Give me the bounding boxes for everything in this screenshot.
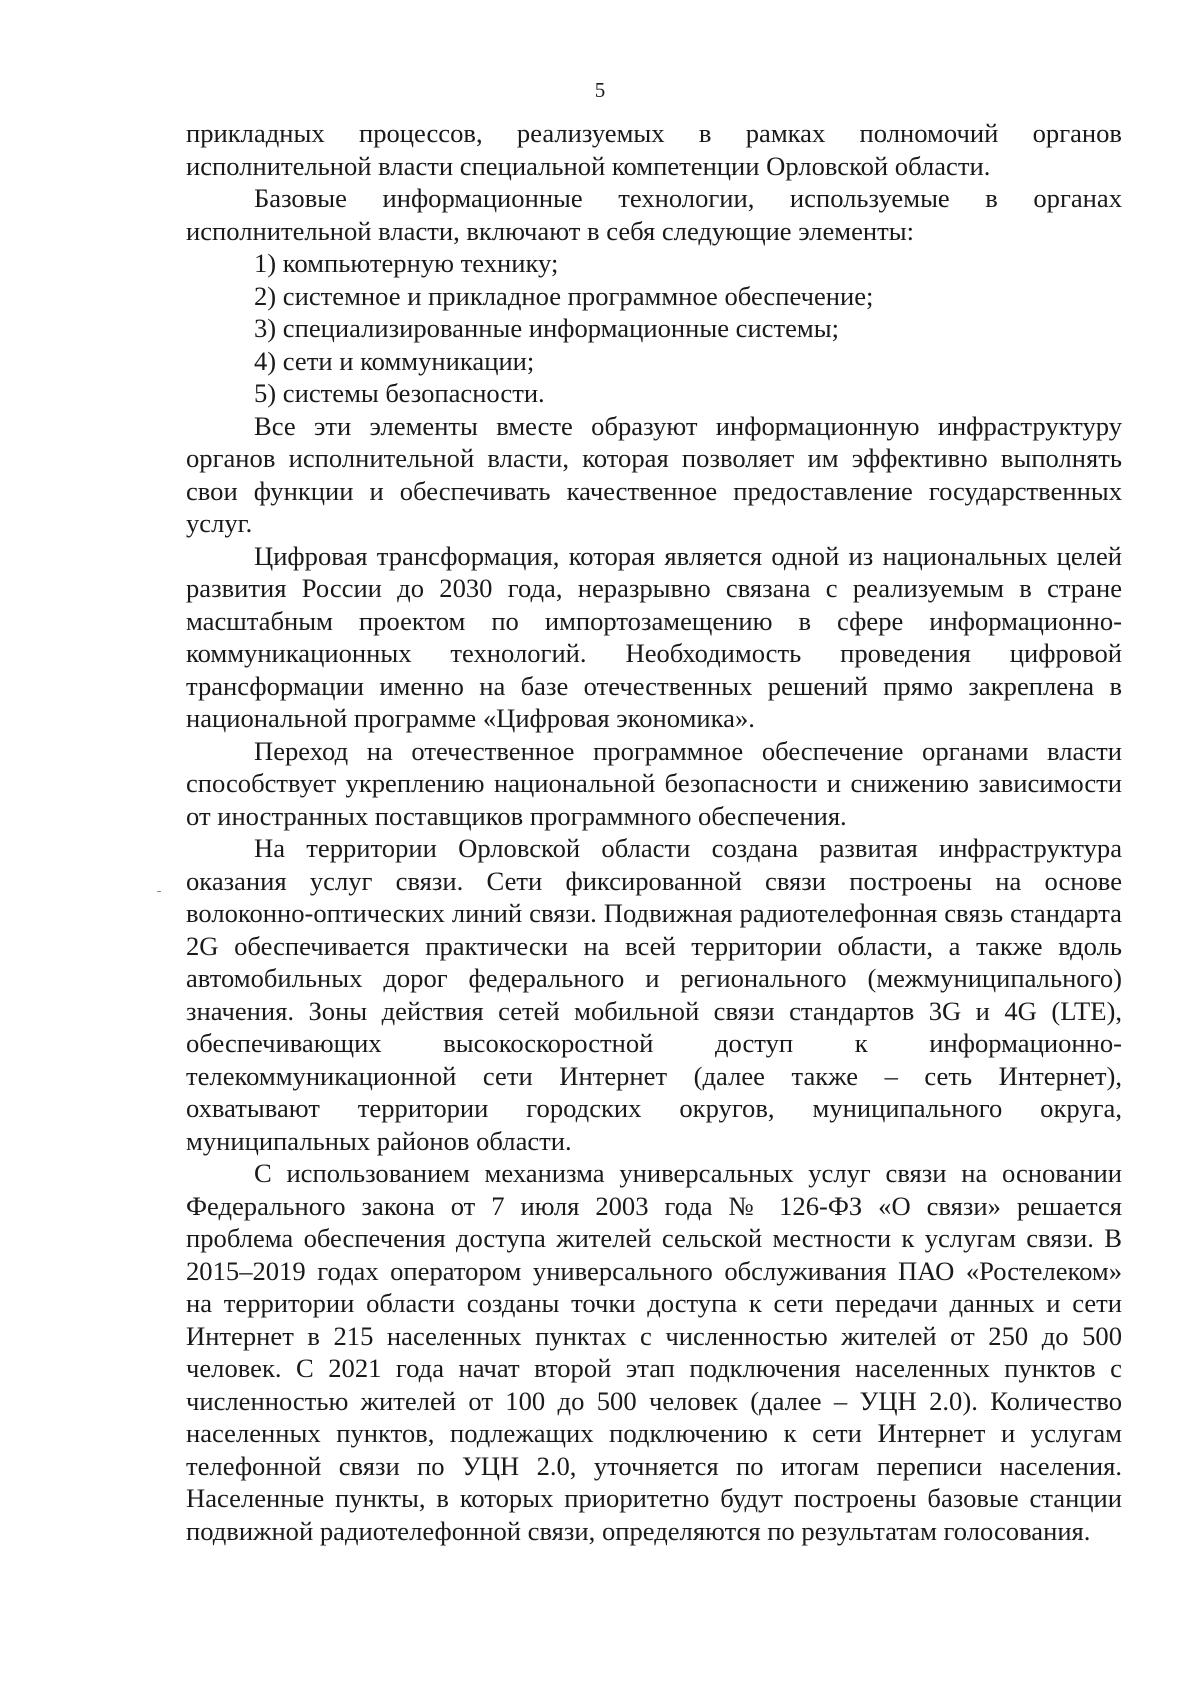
margin-mark [157, 891, 161, 892]
paragraph-infrastructure: Все эти элементы вместе образуют информационную инфраструктуру органов исполнительной власти, которая позволяет им эффективно выполнять свои функции и обеспечивать качественное предоставление государственных услуг. [186, 410, 1122, 538]
paragraph-continuation: прикладных процессов, реализуемых в рамках полномочий органов исполнительной власти специальной компетенции Орловской области. [186, 118, 1122, 181]
list-item: 3) специализированные информационные системы; [254, 313, 839, 343]
paragraph-base-technologies: Базовые информационные технологии, используемые в органах исполнительной власти, включают в себя следующие элементы: [186, 183, 1122, 246]
paragraph-universal-services: С использованием механизма универсальных услуг связи на основании Федерального закона от 7 июля 2003 года № 126-ФЗ «О связи» решается проблема обеспечения доступа жителей сельской местности к услугам связи. В 2015–2019 годах оператором универсального обслуживания ПАО «Ростелеком» на территории области созданы точки доступа к сети передачи данных и сети Интернет в 215 населенных пунктах с численностью жителей от 250 до 500 человек. С 2021 года начат второй этап подключения населенных пунктов с численностью жителей от 100 до 500 человек (далее – УЦН 2.0). Количество населенных пунктов, подлежащих подключению к сети Интернет и услугам телефонной связи по УЦН 2.0, уточняется по итогам переписи населения. Населенные пункты, в которых приоритетно будут построены базовые станции подвижной радиотелефонной связи, определяются по результатам голосования. [186, 1158, 1122, 1546]
list-item: 1) компьютерную технику; [254, 248, 559, 278]
list-item: 2) системное и прикладное программное обеспечение; [254, 280, 874, 311]
list-item: 5) системы безопасности. [254, 378, 545, 408]
list-item: 4) сети и коммуникации; [254, 345, 535, 376]
paragraph-digital-transformation: Цифровая трансформация, которая является одной из национальных целей развития России до 2030 года, неразрывно связана с реализуемым в стране масштабным проектом по импортозамещению в сфере информационно-коммуникационных технологий. Необходимость проведения цифровой трансформации именно на базе отечественных решений прямо закреплена в национальной программе «Цифровая экономика». [186, 540, 1122, 733]
paragraph-domestic-software: Переход на отечественное программное обеспечение органами власти способствует укреплению национальной безопасности и снижению зависимости от иностранных поставщиков программного обеспечения. [186, 735, 1122, 831]
page-number: 5 [594, 78, 606, 102]
document-body [186, 117, 1122, 1547]
elements-list [186, 247, 1122, 410]
paragraph-communication-infrastructure: На территории Орловской области создана развитая инфраструктура оказания услуг связи. Сети фиксированной связи построены на основе волоконно-оптических линий связи. Подвижная радиотелефонная связь стандарта 2G обеспечивается практически на всей территории области, а также вдоль автомобильных дорог федерального и регионального (межмуниципального) значения. Зоны действия сетей мобильной связи стандартов 3G и 4G (LTE), обеспечивающих высокоскоростной доступ к информационно-телекоммуникационной сети Интернет (далее также – сеть Интернет), охватывают территории городских округов, муниципального округа, муниципальных районов области. [186, 833, 1122, 1156]
